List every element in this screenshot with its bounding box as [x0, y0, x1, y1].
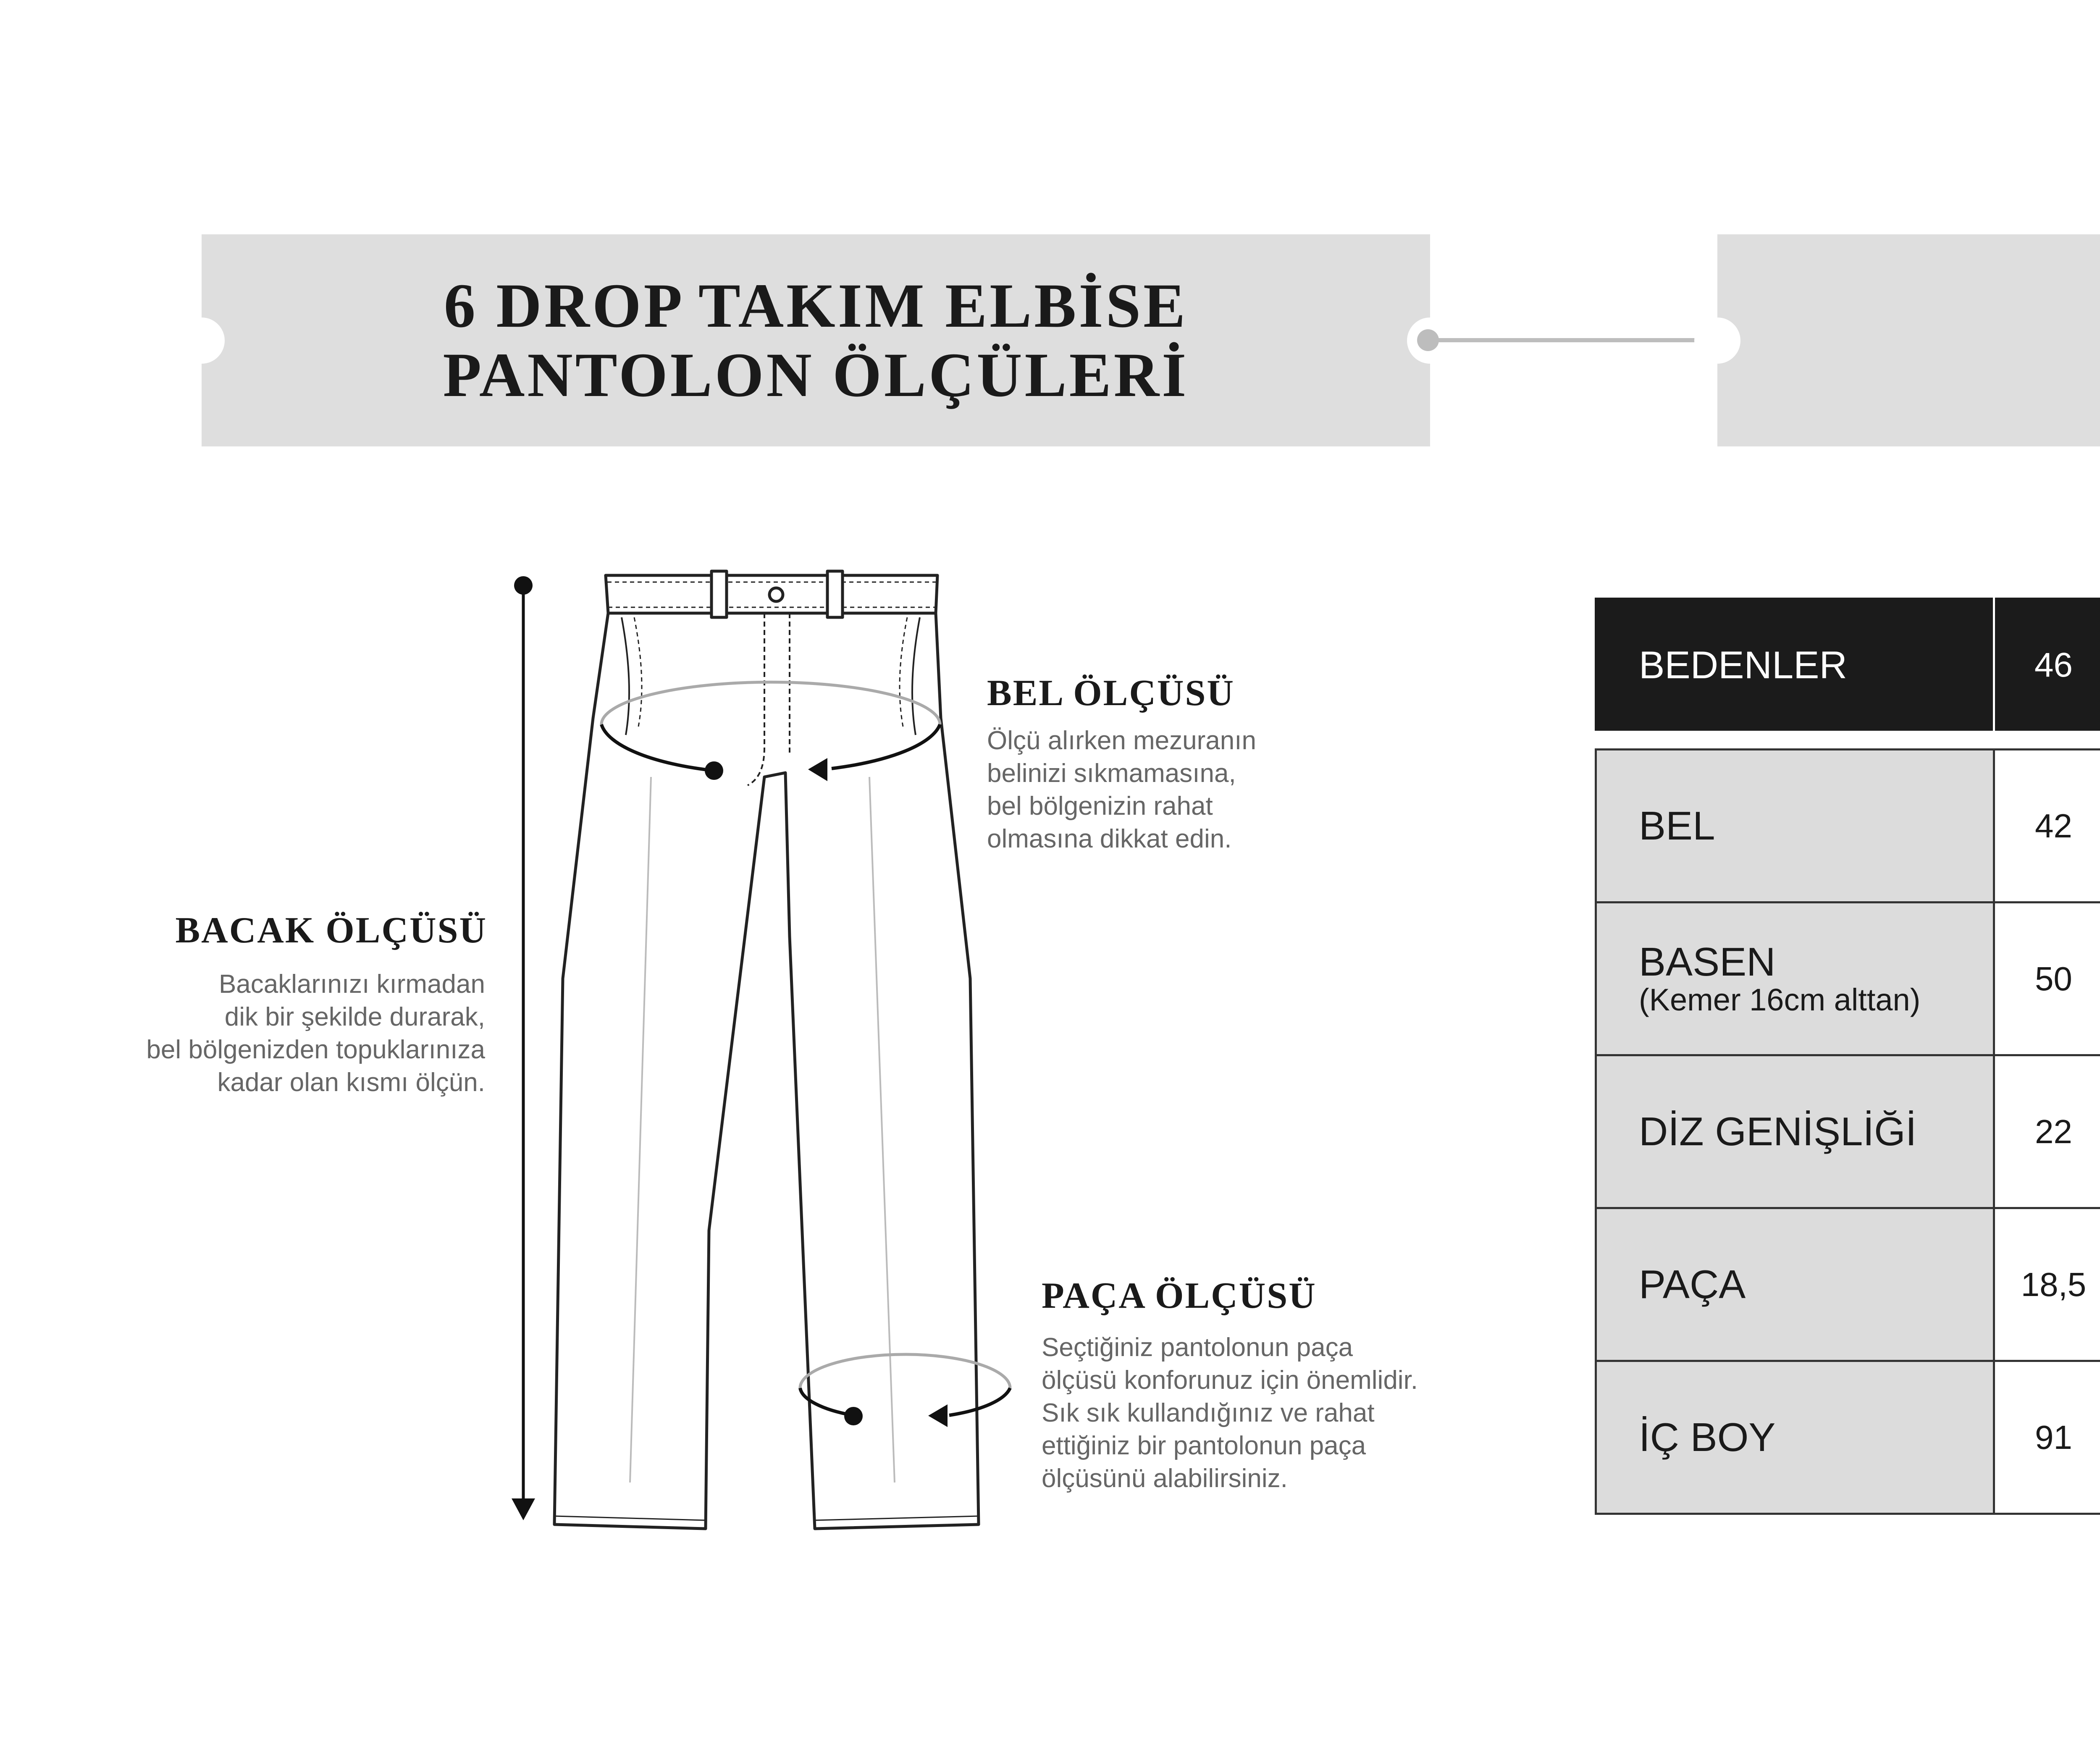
- trousers-outline: [554, 571, 979, 1529]
- waist-measure-loop: [601, 682, 940, 781]
- table-cell: 50: [1994, 903, 2100, 1055]
- table-cell: 22: [1994, 1055, 2100, 1208]
- table-row-bel: [1596, 750, 2100, 903]
- hem-measure-title: PAÇA ÖLÇÜSÜ: [1042, 1275, 1317, 1316]
- table-row-diz: [1596, 1055, 2100, 1208]
- table-row-basen: [1596, 903, 2100, 1055]
- row-label: İÇ BOY: [1596, 1361, 1994, 1514]
- row-label: DİZ GENİŞLİĞİ: [1596, 1055, 1994, 1208]
- table-cell: 18,5: [1994, 1208, 2100, 1361]
- table-row-ic-boy: [1596, 1361, 2100, 1514]
- banner-notch: [178, 317, 225, 364]
- sizes-header-label: BEDENLER: [1596, 599, 1994, 732]
- hem-measure-loop: [800, 1354, 1010, 1427]
- row-label-note: (Kemer 16cm alttan): [1639, 982, 1921, 1017]
- table-cell: 42: [1994, 750, 2100, 903]
- leg-measure-text: Bacaklarınızı kırmadan dik bir şekilde durarak, bel bölgenizden topuklarınıza kadar olan kısmı ölçün.: [146, 970, 485, 1097]
- waist-measure-text: Ölçü alırken mezuranın belinizi sıkmamasına, bel bölgenizin rahat olmasına dikkat edin.: [987, 726, 1256, 853]
- table-cell: 91: [1994, 1361, 2100, 1514]
- row-label: [1596, 903, 1994, 1055]
- trousers-illustration: [496, 559, 1042, 1537]
- waist-measure-title: BEL ÖLÇÜSÜ: [987, 673, 1235, 714]
- leg-length-arrow: [512, 576, 535, 1520]
- leg-measure-title: BACAK ÖLÇÜSÜ: [175, 910, 487, 951]
- row-label: PAÇA: [1596, 1208, 1994, 1361]
- table-row-paca: [1596, 1208, 2100, 1361]
- banner-connector: [1411, 319, 1739, 361]
- size-table: [1595, 598, 2100, 1515]
- row-label: BEL: [1596, 750, 1994, 903]
- size-header-cell: 46: [1994, 599, 2100, 732]
- subtitle-banner: [1717, 234, 2100, 446]
- hem-measure-text: Seçtiğiniz pantolonun paça ölçüsü konforunuz için önemlidir. Sık sık kullandığınız ve rahat ettiğiniz bir pantolonun paça ölçüsünü alabilirsiniz.: [1042, 1333, 1418, 1493]
- size-header-row: [1596, 599, 2100, 732]
- page-title: 6 DROP TAKIM ELBİSE PANTOLON ÖLÇÜLERİ: [443, 270, 1189, 410]
- title-banner: [202, 234, 1430, 446]
- table-gap: [1596, 732, 2100, 750]
- banner-notch: [1694, 317, 1740, 364]
- crease-lines: [630, 777, 895, 1482]
- row-label-main: BASEN: [1639, 939, 1776, 984]
